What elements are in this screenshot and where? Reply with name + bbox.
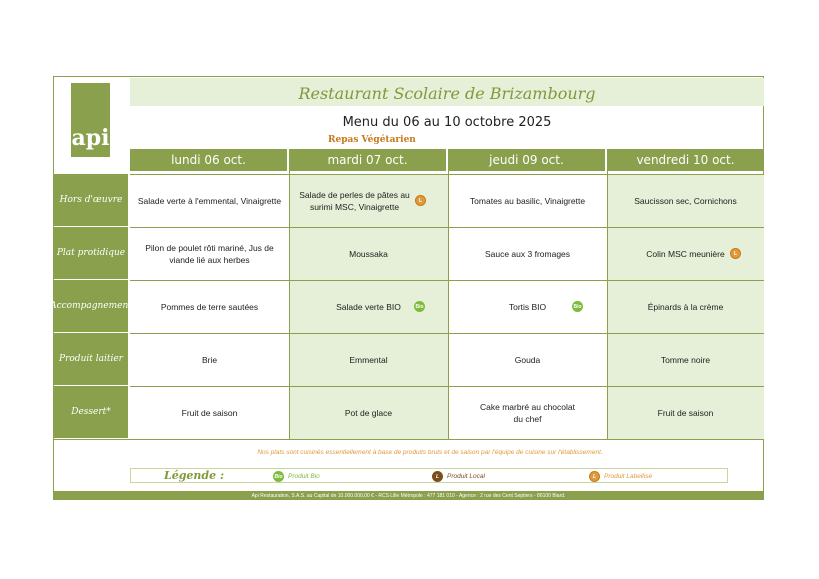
row-label-dessert: Dessert* — [54, 386, 128, 439]
bio-product-icon: Bio — [273, 471, 284, 482]
restaurant-title: Restaurant Scolaire de Brizambourg — [298, 84, 596, 103]
day-header-tuesday: mardi 07 oct. — [289, 149, 448, 171]
grid-line — [54, 439, 764, 440]
cell-dairy-thursday: Gouda — [514, 354, 541, 365]
cell-dessert-tuesday: Pot de glace — [289, 386, 448, 439]
legend-bio — [273, 471, 320, 482]
cell-side-tuesday: Salade verte BIO — [289, 280, 448, 333]
cooking-note: Nos plats sont cuisinés essentiellement à base de produits bruts et de saison par l'équipe de cuisine sur l'établissement. — [257, 449, 603, 456]
row-label-side: Accompagnement — [54, 280, 128, 333]
cell-starter-monday: Salade verte à l'emmental, Vinaigrette — [137, 195, 282, 206]
labeled-product-icon: L — [730, 248, 741, 259]
bio-product-icon: Bio — [572, 301, 583, 312]
labeled-product-icon: L — [589, 471, 600, 482]
menu-dates: Menu du 06 au 10 octobre 2025 — [342, 115, 552, 130]
cell-starter-thursday: Tomates au basilic, Vinaigrette — [469, 195, 586, 206]
grid-line — [130, 333, 764, 334]
legend-title: Légende : — [164, 469, 225, 482]
legend-local — [432, 471, 485, 482]
legend-bio-label: Produit Bio — [288, 473, 320, 480]
legend-labeled — [589, 471, 652, 482]
row-label-dairy: Produit laitier — [54, 333, 128, 386]
cell-main-monday: Pilon de poulet rôti mariné, Jus de viande lié aux herbes — [145, 242, 274, 265]
cell-main-tuesday: Moussaka — [289, 227, 448, 280]
grid-line — [130, 227, 764, 228]
cell-dessert-friday: Fruit de saison — [607, 386, 764, 439]
grid-line — [130, 174, 764, 175]
footer-legal: Api Restauration, S.A.S. au Capital de 10.000.000,00 € - RCS Lille Métropole : 477 181 010 - Agence : 2 rue des Cent Septiers - 86100 Biard. — [53, 491, 764, 500]
cell-dairy-friday: Tomme noire — [607, 333, 764, 386]
grid-line — [289, 149, 290, 439]
grid-line — [448, 149, 449, 439]
row-label-starter: Hors d'œuvre — [54, 174, 128, 227]
row-label-main: Plat protidique — [54, 227, 128, 280]
grid-line — [130, 386, 764, 387]
vegetarian-label: Repas Végétarien — [328, 135, 416, 145]
cell-dairy-tuesday: Emmental — [289, 333, 448, 386]
cell-side-monday: Pommes de terre sautées — [160, 301, 259, 312]
day-header-monday: lundi 06 oct. — [130, 149, 289, 171]
day-header-friday: vendredi 10 oct. — [607, 149, 764, 171]
api-logo — [71, 83, 110, 157]
bio-product-icon: Bio — [414, 301, 425, 312]
grid-line — [130, 280, 764, 281]
cell-main-thursday: Sauce aux 3 fromages — [484, 248, 571, 259]
cell-dessert-thursday: Cake marbré au chocolat du chef — [480, 401, 575, 424]
cell-starter-tuesday: Salade de perles de pâtes au surimi MSC, Vinaigrette — [289, 174, 448, 227]
cell-dessert-monday: Fruit de saison — [181, 407, 238, 418]
cell-side-thursday: Tortis BIO — [508, 301, 547, 312]
legend-labeled-label: Produit Labellisé — [604, 473, 653, 480]
labeled-product-icon: L — [415, 195, 426, 206]
legend-local-label: Produit Local — [447, 473, 485, 480]
cell-dairy-monday: Brie — [201, 354, 218, 365]
cell-starter-friday: Saucisson sec, Cornichons — [607, 174, 764, 227]
cell-side-friday: Épinards à la crème — [607, 280, 764, 333]
logo-text: api — [71, 125, 110, 151]
cell-main-friday: Colin MSC meunière — [607, 227, 764, 280]
local-product-icon: L — [432, 471, 443, 482]
grid-line — [607, 149, 608, 439]
day-header-thursday: jeudi 09 oct. — [448, 149, 607, 171]
